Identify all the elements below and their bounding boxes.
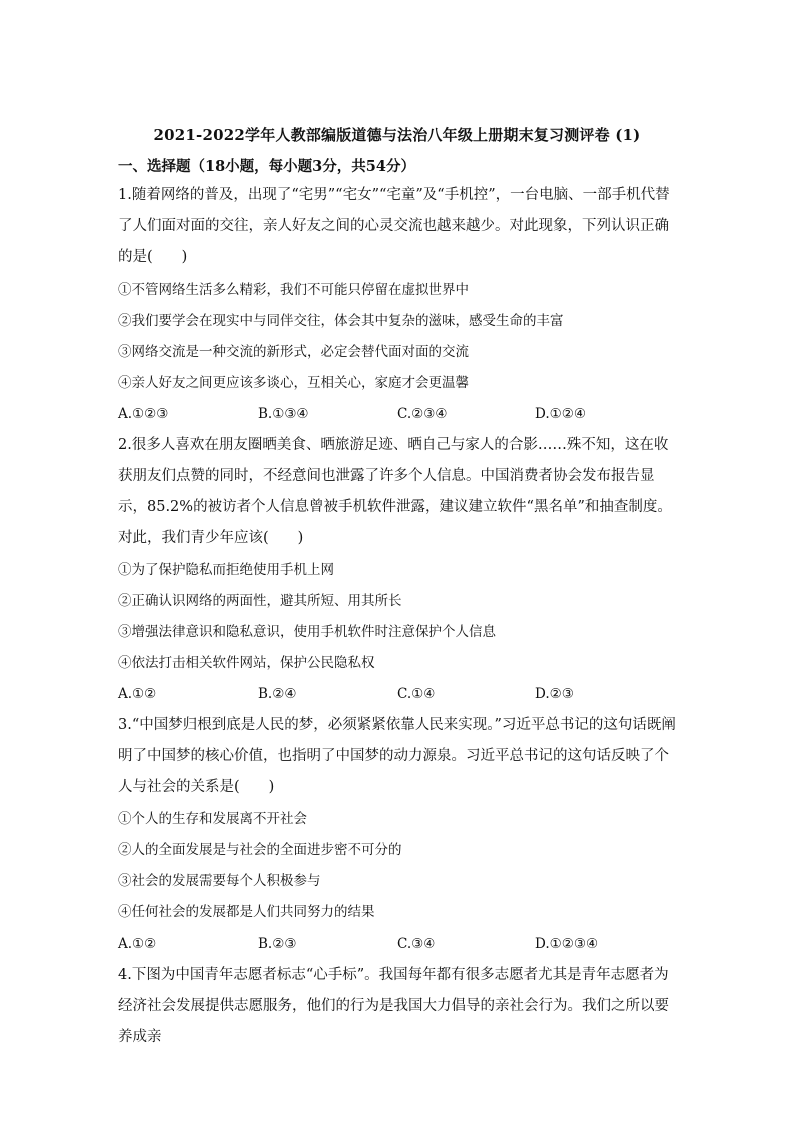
choice-c: C.③④ bbox=[397, 936, 436, 952]
choice-d: D.①②④ bbox=[535, 406, 586, 422]
page-title: 2021-2022学年人教部编版道德与法治八年级上册期末复习测评卷 (1) bbox=[153, 126, 641, 144]
question-3-option-3: ③社会的发展需要每个人积极参与 bbox=[118, 873, 321, 889]
choice-a: A.①② bbox=[118, 936, 157, 952]
choice-b: B.②③ bbox=[258, 936, 297, 952]
choice-c: C.②③④ bbox=[397, 406, 448, 422]
question-3-option-2: ②人的全面发展是与社会的全面进步密不可分的 bbox=[118, 842, 402, 858]
choice-c: C.①④ bbox=[397, 686, 436, 702]
question-3-option-4: ④任何社会的发展都是人们共同努力的结果 bbox=[118, 904, 375, 920]
choice-b: B.①③④ bbox=[258, 406, 309, 422]
question-1-option-3: ③网络交流是一种交流的新形式，必定会替代面对面的交流 bbox=[118, 344, 469, 360]
section-heading: 一、选择题（18小题，每小题3分，共54分） bbox=[118, 158, 415, 175]
question-2-option-4: ④依法打击相关软件网站，保护公民隐私权 bbox=[118, 655, 375, 671]
question-2-option-2: ②正确认识网络的两面性，避其所短、用其所长 bbox=[118, 593, 402, 609]
choice-b: B.②④ bbox=[258, 686, 297, 702]
question-1-stem: 1.随着网络的普及，出现了“宅男”“宅女”“宅童”及“手机控”，一台电脑、一部手机代替了人们面对面的交往，亲人好友之间的心灵交流也越来越少。对此现象，下列认识正确的是( ) bbox=[118, 187, 670, 265]
question-2-option-1: ①为了保护隐私而拒绝使用手机上网 bbox=[118, 562, 334, 578]
choice-d: D.①②③④ bbox=[535, 936, 599, 952]
question-1-option-2: ②我们要学会在现实中与同伴交往，体会其中复杂的滋味，感受生命的丰富 bbox=[118, 313, 564, 329]
question-3-option-1: ①个人的生存和发展离不开社会 bbox=[118, 811, 307, 827]
choice-a: A.①② bbox=[118, 686, 157, 702]
choice-d: D.②③ bbox=[535, 686, 574, 702]
question-1-option-4: ④亲人好友之间更应该多谈心，互相关心，家庭才会更温馨 bbox=[118, 375, 469, 391]
question-1-option-1: ①不管网络生活多么精彩，我们不可能只停留在虚拟世界中 bbox=[118, 282, 469, 298]
question-4-stem: 4.下图为中国青年志愿者标志“心手标”。我国每年都有很多志愿者尤其是青年志愿者为经济社会发展提供志愿服务，他们的行为是我国大力倡导的亲社会行为。我们之所以要养成亲 bbox=[118, 967, 669, 1045]
choice-a: A.①②③ bbox=[118, 406, 169, 422]
question-2-option-3: ③增强法律意识和隐私意识，使用手机软件时注意保护个人信息 bbox=[118, 624, 496, 640]
question-2-stem: 2.很多人喜欢在朋友圈晒美食、晒旅游足迹、晒自己与家人的合影……殊不知，这在收获朋友们点赞的同时，不经意间也泄露了许多个人信息。中国消费者协会发布报告显示，85.2%的被访者个人信息曾被手机软件泄露，建议建立软件“黑名单”和抽查制度。对此，我们青少年应该( ) bbox=[118, 437, 672, 546]
question-3-stem: 3.“中国梦归根到底是人民的梦，必须紧紧依靠人民来实现。”习近平总书记的这句话既阐明了中国梦的核心价值，也指明了中国梦的动力源泉。习近平总书记的这句话反映了个人与社会的关系是( ) bbox=[118, 717, 676, 795]
